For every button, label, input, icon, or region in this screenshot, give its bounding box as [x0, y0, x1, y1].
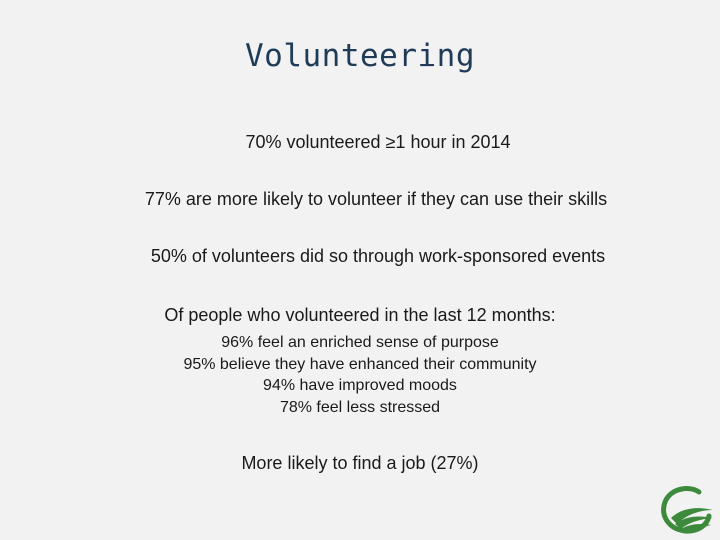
benefits-list	[0, 332, 720, 418]
benefit-item: 94% have improved moods	[263, 377, 457, 394]
benefit-item: 96% feel an enriched sense of purpose	[221, 334, 499, 351]
closing-stat: More likely to find a job (27%)	[241, 453, 479, 473]
benefit-item: 78% feel less stressed	[279, 398, 441, 416]
g-leaf-logo-icon	[659, 484, 715, 534]
stat-volunteered-hour: 70% volunteered ≥1 hour in 2014	[245, 132, 511, 152]
benefits-intro: Of people who volunteered in the last 12 months:	[164, 305, 556, 325]
slide-title: Volunteering	[245, 38, 475, 74]
benefit-item: 95% believe they have enhanced their community	[183, 355, 537, 373]
stat-skills: 77% are more likely to volunteer if they can use their skills	[144, 189, 608, 209]
stat-work-sponsored: 50% of volunteers did so through work-sponsored events	[150, 246, 606, 266]
